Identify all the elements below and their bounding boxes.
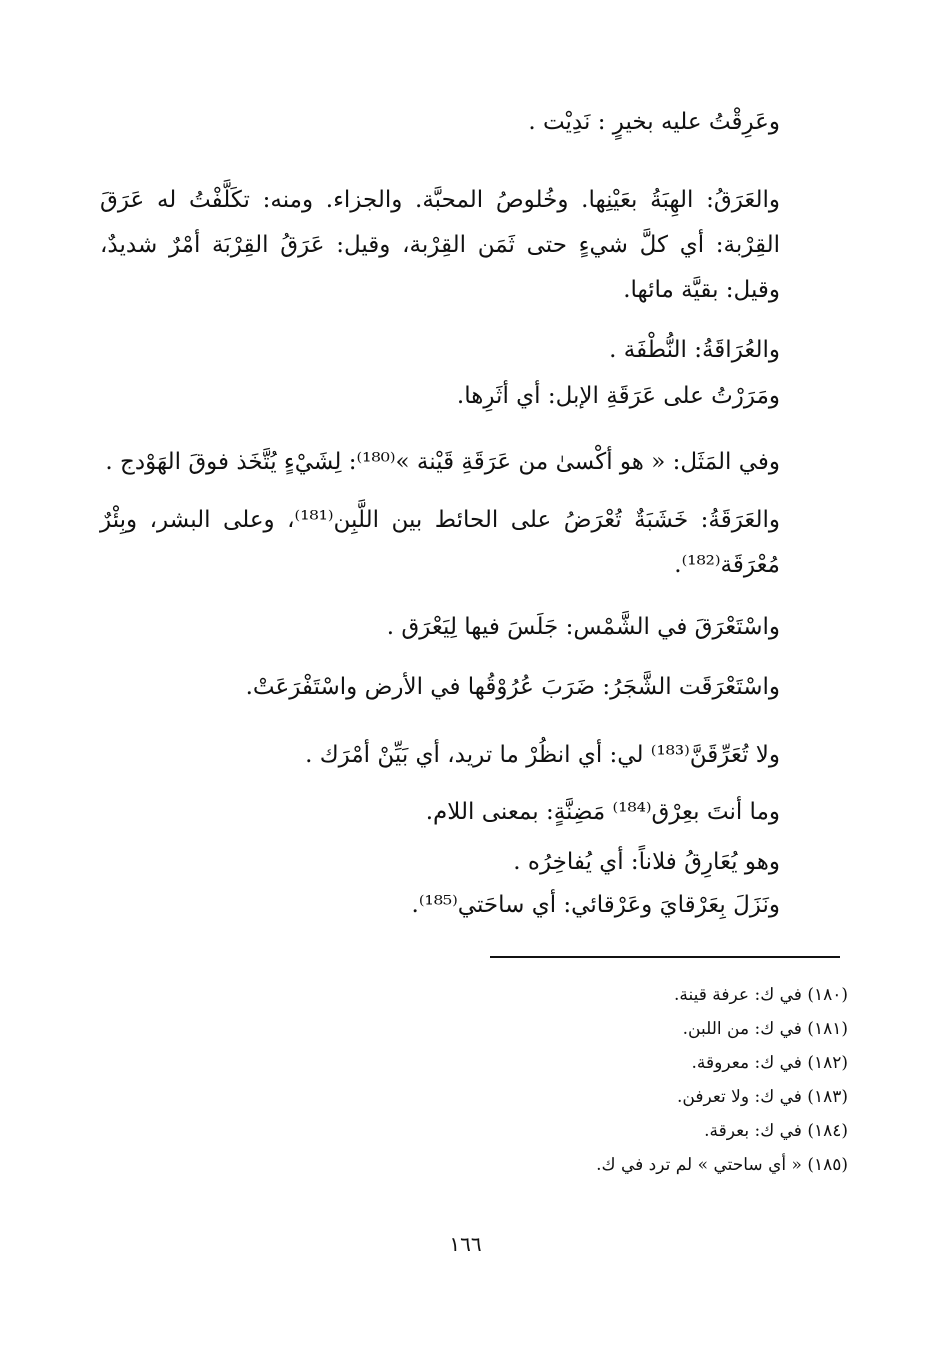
footnote-183: (١٨٣) في ك: ولا تعرفن. [676,1087,848,1107]
page-number: ١٦٦ [449,1232,482,1256]
paragraph-2: والعَرَقُ: الهِبَةُ بعَيْنِها. وخُلوصُ المحبَّة. والجزاء. ومنه: تكَلَّفْتُ له عَرَقَ القِرْبة: أي كلَّ شيءٍ حتى ثَمَن القِرْبة، وقيل: عَرَقُ القِرْبَة أمْرٌ شديدٌ، وقيل: بقيَّة مائها. [100,187,780,303]
paragraph-10: وما أنتَ بعِرْق⁽¹⁸⁴⁾ مَضِنَّةٍ: بمعنى اللام. [425,799,780,825]
paragraph-9: ولا تُعَرِّقَنَّ⁽¹⁸³⁾ لي: أي انظُرْ ما تريد، أي بَيِّنْ أمْرَك . [305,742,780,768]
paragraph-6: والعَرَقَةُ: خَشَبَةٌ تُعْرَضُ على الحائط بين اللَّبِن⁽¹⁸¹⁾، وعلى البشر، وبِئْرٌ مُعْرَقَة⁽¹⁸²⁾. [100,507,780,578]
footnote-181: (١٨١) في ك: من اللبن. [682,1019,848,1039]
footnote-separator [490,956,840,958]
footnote-184: (١٨٤) في ك: بعرقة. [704,1121,848,1141]
paragraph-3: والعُرَاقَةُ: النُّطْفَة . [609,337,780,363]
footnote-182: (١٨٢) في ك: معروقة. [691,1053,848,1073]
paragraph-12: ونَزَلَ بِعَرْقايَ وعَرْقائي: أي ساحَتي⁽¹⁸⁵⁾. [411,892,780,918]
footnote-185: (١٨٥) « أي ساحتي » لم ترد في ك. [596,1155,848,1175]
paragraph-4: ومَرَرْتُ على عَرَقَةِ الإبل: أي أثَرِها. [456,383,780,409]
footnote-180: (١٨٠) في ك: عرفة قينة. [674,985,848,1005]
footnotes [300,978,848,1182]
paragraph-11: وهو يُعَارِقُ فلاناً: أي يُفاخِرُه . [513,849,780,875]
paragraph-7: واسْتَعْرَقَ في الشَّمْس: جَلَسَ فيها لِيَعْرَق . [386,614,780,640]
paragraph-5: وفي المَثَل: « هو أكْسىٰ من عَرَقَةِ قَيْنة »⁽¹⁸⁰⁾: لِشَيْءٍ يُتَّخَذ فوقَ الهَوْدج . [105,449,780,475]
paragraph-1: وعَرِقْتُ عليه بخيرٍ : نَدِيْت . [528,109,780,135]
paragraph-8: واسْتَعْرَقَت الشَّجَرُ: ضَرَبَ عُرُوْقُها في الأرض واسْتَفْرَعَتْ. [245,674,780,700]
